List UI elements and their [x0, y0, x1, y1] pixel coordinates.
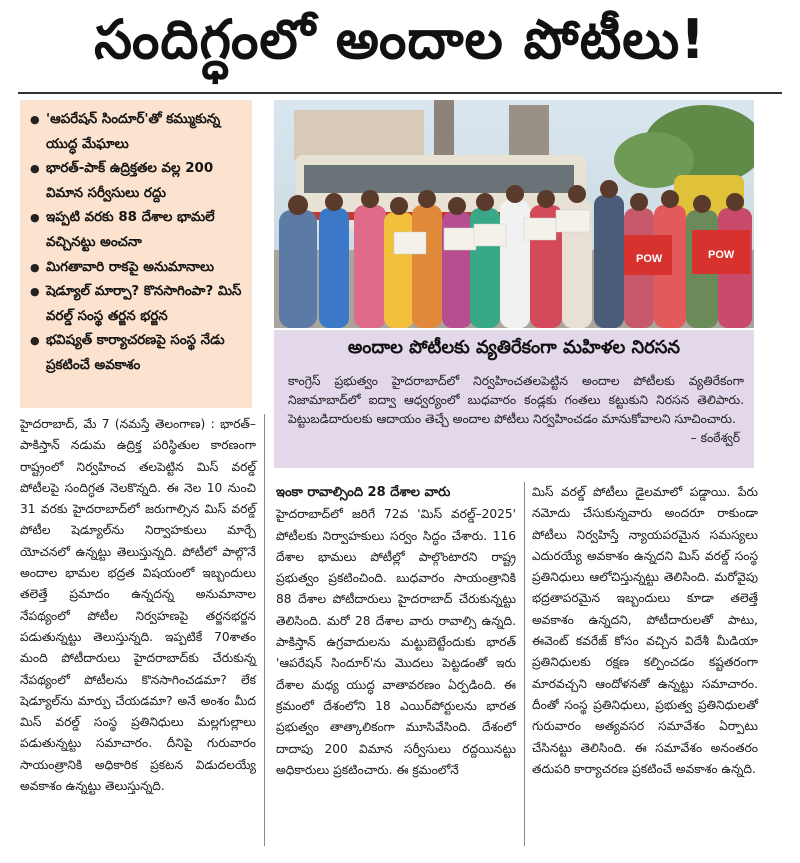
column-divider [524, 482, 525, 846]
banner-text: POW [708, 249, 735, 261]
highlight-item: ● మిగతావారి రాకపై అనుమానాలు [30, 256, 244, 281]
article-column-3: మిస్ వరల్డ్ పోటీలు డైలమాలో పడ్డాయి. పేరు నమోదు చేసుకున్నవారు అందరూ రాకుండా పోటీలు నిర్వహిస్తే న్యాయపరమైన సమస్యలు ఎదురయ్యే అవకాశం ఉన్నదని మిస్ వరల్డ్ సంస్థ ప్రతినిధులు ఆలోచిస్తున్నట్టు తెలిసింది. మరోవైపు భద్రతాపరమైన ఇబ్బందులు కూడా తలెత్తే అవకాశం ఉన్నదని, పోటీదారులతో పాటు, ఈవెంట్ కవరేజ్ కోసం వచ్చిన విదేశీ మీడియా ప్రతినిధులకు రక్షణ కల్పించడం కష్టతరంగా మారవచ్చని ఆందోళనతో ఉన్నట్టు సమాచారం. దీంతో సంస్థ ప్రతినిధులు, ప్రభుత్వ ప్రతినిధులతో గురువారం అత్యవసర సమావేశం ఏర్పాటు చేసినట్టు తెలిసింది. ఈ సమావేశం అనంతరం తదుపరి కార్యాచరణ ప్రకటించే అవకాశం ఉన్నది. [532, 485, 758, 776]
highlight-item: ● 'ఆపరేషన్ సిందూర్'తో కమ్ముకున్న యుద్ధ మేఘాలు [30, 108, 244, 157]
highlight-item: ● ఇప్పటి వరకు 88 దేశాల భామలే వచ్చినట్టు అంచనా [30, 206, 244, 255]
article-column-1: హైదరాబాద్, మే 7 (నమస్తే తెలంగాణ) : భారత్– పాకిస్తాన్ నడుమ ఉద్రిక్త పరిస్థితుల కారణంగా రాష్ట్రంలో నిర్వహించ తలపెట్టిన మిస్ వరల్డ్ పోటీలపై సందిగ్ధత నెలకొన్నది. ఈ నెల 10 నుంచి 31 వరకు హైదరాబాద్‌లో జరుగాల్సిన మిస్ వరల్డ్ పోటీల షెడ్యూల్‌ను నిర్వాహకులు మార్చే యోచనలో ఉన్నట్టు తెలుస్తున్నది. పోటీలో పాల్గొనే అందాల భామల భద్రత విషయంలో ఇబ్బందులు తలెత్తే ప్రమాదం ఉన్నదన్న అనుమానాల నేపథ్యంలో పోటీల నిర్వహణపై తర్జనభర్జన పడుతున్నట్టు తెలుస్తున్నది. ఇప్పటికే 70శాతం మంది పోటీదారులు హైదరాబాద్‌కు చేరుకున్న నేపథ్యంలో పోటీలను కొనసాగించడమా? లేక షెడ్యూల్‌ను మార్పు చేయడమా? అనే అంశం మీద మిస్ వరల్డ్ సంస్థ ప్రతినిధులు మల్లగుల్లాలు పడుతున్నట్టు సమాచారం. దీనిపై గురువారం సాయంత్రానికి అధికారిక ప్రకటన విడుదలయ్యే అవకాశం ఉన్నట్టు తెలుస్తున్నది. [20, 417, 256, 794]
highlights-box [20, 100, 252, 408]
highlight-item: ● భవిష్యత్ కార్యాచరణపై సంస్థ నేడు ప్రకటించే అవకాశం [30, 329, 244, 378]
protest-photo [274, 100, 754, 328]
photo-caption-body [274, 368, 754, 468]
photo-caption-title: అందాల పోటీలకు వ్యతిరేకంగా మహిళల నిరసన [274, 330, 754, 368]
column-2-text: హైదరాబాద్‌లో జరిగే 72వ 'మిస్ వరల్డ్–2025' పోటీలకు నిర్వాహకులు సర్వం సిద్ధం చేశారు. 116 దేశాల భామలు పోటీల్లో పాల్గొంటారని రాష్ట్ర ప్రభుత్వం ప్రకటించింది. బుధవారం సాయంత్రానికి 88 దేశాల పోటీదారులు హైదరాబాద్ చేరుకున్నట్టు తెలిసింది. మరో 28 దేశాల వారు రావాల్సి ఉన్నది. పాకిస్తాన్ ఉగ్రవాదులను మట్టుబెట్టేందుకు భారత్ 'ఆపరేషన్ సిందూర్'ను మొదలు పెట్టడంతో ఇరు దేశాల మధ్య యుద్ధ వాతావరణం ఏర్పడింది. ఈ క్రమంలో దేశంలోని 18 ఎయిర్‌పోర్టులను భారత ప్రభుత్వం తాత్కాలికంగా మూసివేసింది. దేశంలో దాదాపు 200 విమాన సర్వీసులు రద్దయినట్టు అధికారులు ప్రకటించారు. ఈ క్రమంలోనే [276, 507, 516, 777]
headline: సందిగ్ధంలో అందాల పోటీలు! [94, 7, 706, 71]
caption-credit: – కంఠేశ్వర్ [690, 431, 740, 445]
highlight-item: ● షెడ్యూల్ మార్పా? కొనసాగింపా? మిస్ వరల్డ్ సంస్థ తర్జన భర్జన [30, 280, 244, 329]
caption-text: కాంగ్రెస్ ప్రభుత్వం హైదరాబాద్‌లో నిర్వహించతలపెట్టిన అందాల పోటీలకు వ్యతిరేకంగా నిజామాబాద్‌లో ఐద్వా ఆధ్వర్యంలో బుధవారం కండ్లకు గంతలు కట్టుకుని నిరసన తెలిపారు. పెట్టుబడిదారులకు ఆదాయం తెచ్చే అందాల పోటీలు నిర్వహించడం మానుకోవాలని సూచించారు. [288, 374, 744, 426]
column-divider [264, 414, 265, 846]
article-column-2 [276, 482, 516, 846]
banner-text: POW [636, 253, 663, 265]
headline-rule [18, 92, 782, 94]
column-subhead: ఇంకా రావాల్సింది 28 దేశాల వారు [276, 485, 451, 500]
highlight-item: ● భారత్-పాక్ ఉద్రిక్తతల వల్ల 200 విమాన సర్వీసులు రద్దు [30, 157, 244, 206]
